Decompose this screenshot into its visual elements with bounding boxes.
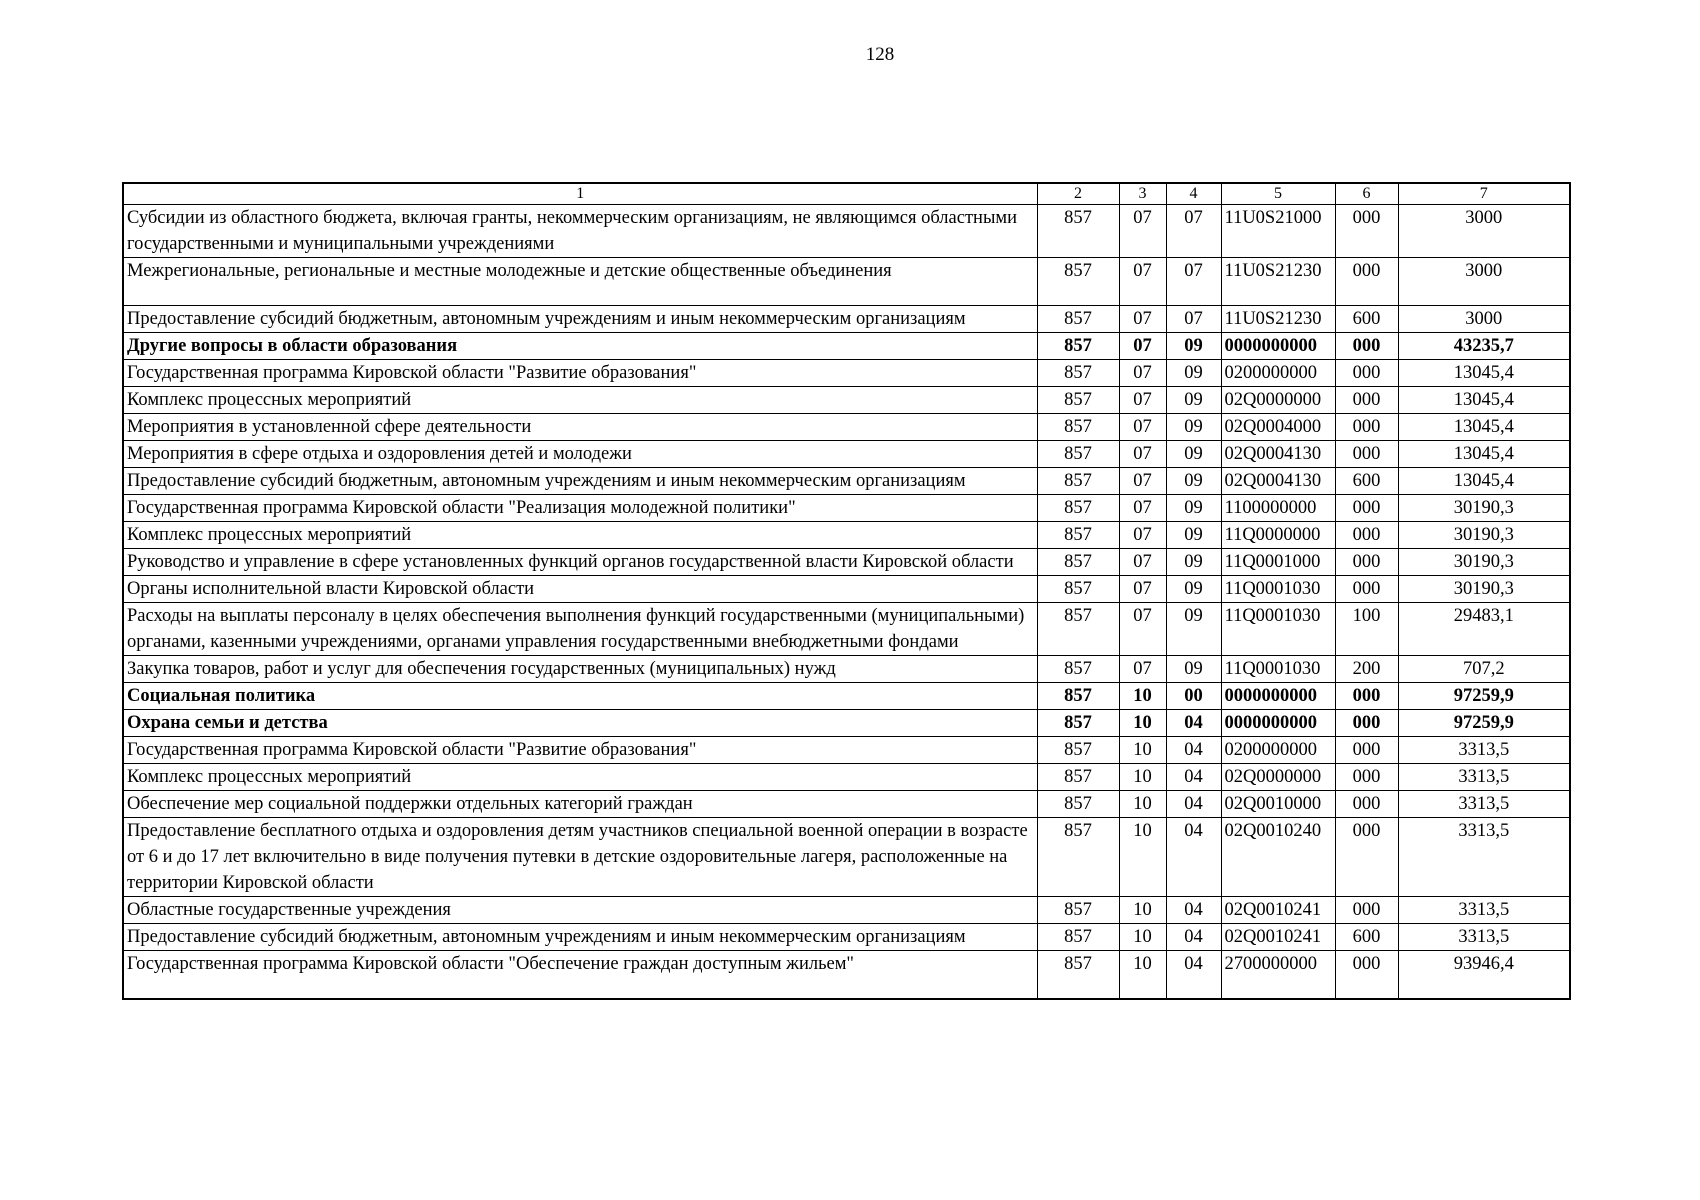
row-name: Органы исполнительной власти Кировской области	[123, 576, 1037, 603]
row-podrazdel: 04	[1166, 951, 1221, 999]
row-podrazdel: 09	[1166, 495, 1221, 522]
row-target-article: 11U0S21000	[1221, 205, 1335, 258]
row-target-article: 02Q0004130	[1221, 441, 1335, 468]
row-name: Комплекс процессных мероприятий	[123, 764, 1037, 791]
table-row	[123, 441, 1570, 468]
row-expense-type: 600	[1335, 306, 1398, 333]
row-name: Государственная программа Кировской области "Развитие образования"	[123, 737, 1037, 764]
row-target-article: 11U0S21230	[1221, 306, 1335, 333]
row-podrazdel: 04	[1166, 710, 1221, 737]
row-name: Предоставление субсидий бюджетным, автономным учреждениям и иным некоммерческим организациям	[123, 468, 1037, 495]
row-vedomstvo: 857	[1037, 951, 1119, 999]
table-row	[123, 414, 1570, 441]
row-amount: 3313,5	[1398, 737, 1570, 764]
row-target-article: 02Q0010241	[1221, 924, 1335, 951]
table-row	[123, 710, 1570, 737]
row-razdel: 10	[1119, 924, 1166, 951]
row-name: Мероприятия в установленной сфере деятельности	[123, 414, 1037, 441]
column-number: 2	[1037, 183, 1119, 205]
row-name: Комплекс процессных мероприятий	[123, 387, 1037, 414]
row-podrazdel: 07	[1166, 205, 1221, 258]
row-target-article: 0000000000	[1221, 333, 1335, 360]
row-target-article: 0200000000	[1221, 360, 1335, 387]
row-amount: 13045,4	[1398, 387, 1570, 414]
row-razdel: 07	[1119, 549, 1166, 576]
page-number: 128	[865, 44, 895, 65]
table-row	[123, 683, 1570, 710]
row-vedomstvo: 857	[1037, 387, 1119, 414]
row-target-article: 02Q0010000	[1221, 791, 1335, 818]
row-target-article: 02Q0000000	[1221, 764, 1335, 791]
row-amount: 3313,5	[1398, 818, 1570, 897]
row-podrazdel: 04	[1166, 764, 1221, 791]
row-amount: 13045,4	[1398, 414, 1570, 441]
row-target-article: 02Q0010241	[1221, 897, 1335, 924]
table-row	[123, 924, 1570, 951]
row-name: Расходы на выплаты персоналу в целях обеспечения выполнения функций государственными (муниципальными) органами, казенными учреждениями, органами управления государственными внебюджетными фондами	[123, 603, 1037, 656]
row-name: Предоставление бесплатного отдыха и оздоровления детям участников специальной военной операции в возрасте от 6 и до 17 лет включительно в виде получения путевки в детские оздоровительные лагеря, расположенные на территории Кировской области	[123, 818, 1037, 897]
table-row	[123, 306, 1570, 333]
row-amount: 707,2	[1398, 656, 1570, 683]
row-amount: 97259,9	[1398, 683, 1570, 710]
row-razdel: 07	[1119, 656, 1166, 683]
table-row	[123, 951, 1570, 999]
row-razdel: 07	[1119, 522, 1166, 549]
row-razdel: 07	[1119, 360, 1166, 387]
row-amount: 97259,9	[1398, 710, 1570, 737]
row-razdel: 10	[1119, 683, 1166, 710]
row-amount: 29483,1	[1398, 603, 1570, 656]
row-name: Субсидии из областного бюджета, включая гранты, некоммерческим организациям, не являющимся областными государственными и муниципальными учреждениями	[123, 205, 1037, 258]
table-row	[123, 258, 1570, 306]
row-amount: 30190,3	[1398, 495, 1570, 522]
row-razdel: 07	[1119, 258, 1166, 306]
row-target-article: 11Q0000000	[1221, 522, 1335, 549]
row-razdel: 07	[1119, 603, 1166, 656]
row-vedomstvo: 857	[1037, 495, 1119, 522]
row-target-article: 02Q0004130	[1221, 468, 1335, 495]
row-razdel: 07	[1119, 414, 1166, 441]
row-razdel: 10	[1119, 818, 1166, 897]
row-razdel: 10	[1119, 951, 1166, 999]
row-expense-type: 000	[1335, 387, 1398, 414]
row-razdel: 07	[1119, 387, 1166, 414]
row-name: Закупка товаров, работ и услуг для обеспечения государственных (муниципальных) нужд	[123, 656, 1037, 683]
row-name: Охрана семьи и детства	[123, 710, 1037, 737]
column-number: 4	[1166, 183, 1221, 205]
row-vedomstvo: 857	[1037, 737, 1119, 764]
row-podrazdel: 09	[1166, 603, 1221, 656]
row-podrazdel: 00	[1166, 683, 1221, 710]
row-podrazdel: 09	[1166, 549, 1221, 576]
table-row	[123, 360, 1570, 387]
row-name: Государственная программа Кировской области "Развитие образования"	[123, 360, 1037, 387]
row-target-article: 11Q0001030	[1221, 656, 1335, 683]
row-podrazdel: 09	[1166, 656, 1221, 683]
row-razdel: 10	[1119, 737, 1166, 764]
row-target-article: 0000000000	[1221, 683, 1335, 710]
row-expense-type: 000	[1335, 791, 1398, 818]
row-razdel: 07	[1119, 441, 1166, 468]
row-podrazdel: 04	[1166, 737, 1221, 764]
row-target-article: 02Q0010240	[1221, 818, 1335, 897]
table-row	[123, 791, 1570, 818]
row-podrazdel: 09	[1166, 414, 1221, 441]
row-expense-type: 000	[1335, 683, 1398, 710]
row-razdel: 10	[1119, 710, 1166, 737]
row-name: Предоставление субсидий бюджетным, автономным учреждениям и иным некоммерческим организациям	[123, 306, 1037, 333]
row-razdel: 07	[1119, 576, 1166, 603]
table-row	[123, 495, 1570, 522]
table-row	[123, 656, 1570, 683]
row-razdel: 07	[1119, 306, 1166, 333]
row-vedomstvo: 857	[1037, 656, 1119, 683]
table-row	[123, 522, 1570, 549]
column-number: 5	[1221, 183, 1335, 205]
row-expense-type: 000	[1335, 258, 1398, 306]
row-podrazdel: 07	[1166, 306, 1221, 333]
row-amount: 3313,5	[1398, 924, 1570, 951]
row-podrazdel: 09	[1166, 468, 1221, 495]
table-row	[123, 737, 1570, 764]
row-amount: 3000	[1398, 258, 1570, 306]
row-vedomstvo: 857	[1037, 549, 1119, 576]
row-podrazdel: 09	[1166, 522, 1221, 549]
row-vedomstvo: 857	[1037, 205, 1119, 258]
column-number: 1	[123, 183, 1037, 205]
row-name: Государственная программа Кировской области "Обеспечение граждан доступным жильем"	[123, 951, 1037, 999]
table-row	[123, 576, 1570, 603]
row-expense-type: 000	[1335, 576, 1398, 603]
row-razdel: 07	[1119, 468, 1166, 495]
row-expense-type: 000	[1335, 710, 1398, 737]
row-expense-type: 000	[1335, 764, 1398, 791]
row-vedomstvo: 857	[1037, 258, 1119, 306]
row-expense-type: 100	[1335, 603, 1398, 656]
row-vedomstvo: 857	[1037, 414, 1119, 441]
row-name: Комплекс процессных мероприятий	[123, 522, 1037, 549]
row-amount: 13045,4	[1398, 468, 1570, 495]
table-row	[123, 333, 1570, 360]
row-target-article: 02Q0004000	[1221, 414, 1335, 441]
row-vedomstvo: 857	[1037, 360, 1119, 387]
budget-table	[122, 182, 1571, 1000]
row-podrazdel: 04	[1166, 924, 1221, 951]
row-amount: 93946,4	[1398, 951, 1570, 999]
row-podrazdel: 09	[1166, 333, 1221, 360]
row-vedomstvo: 857	[1037, 818, 1119, 897]
table-row	[123, 897, 1570, 924]
row-vedomstvo: 857	[1037, 924, 1119, 951]
row-expense-type: 000	[1335, 549, 1398, 576]
budget-table-body	[123, 183, 1570, 999]
row-name: Областные государственные учреждения	[123, 897, 1037, 924]
row-vedomstvo: 857	[1037, 441, 1119, 468]
table-row	[123, 387, 1570, 414]
row-vedomstvo: 857	[1037, 333, 1119, 360]
row-vedomstvo: 857	[1037, 764, 1119, 791]
row-expense-type: 000	[1335, 414, 1398, 441]
table-row	[123, 603, 1570, 656]
row-target-article: 11Q0001000	[1221, 549, 1335, 576]
row-razdel: 10	[1119, 897, 1166, 924]
row-expense-type: 600	[1335, 468, 1398, 495]
row-vedomstvo: 857	[1037, 683, 1119, 710]
column-number-row	[123, 183, 1570, 205]
table-row	[123, 549, 1570, 576]
row-amount: 30190,3	[1398, 576, 1570, 603]
row-podrazdel: 09	[1166, 360, 1221, 387]
row-amount: 3313,5	[1398, 791, 1570, 818]
row-podrazdel: 09	[1166, 387, 1221, 414]
row-vedomstvo: 857	[1037, 306, 1119, 333]
row-expense-type: 000	[1335, 951, 1398, 999]
row-podrazdel: 04	[1166, 818, 1221, 897]
row-expense-type: 000	[1335, 441, 1398, 468]
table-row	[123, 468, 1570, 495]
row-expense-type: 000	[1335, 205, 1398, 258]
row-podrazdel: 07	[1166, 258, 1221, 306]
row-vedomstvo: 857	[1037, 576, 1119, 603]
row-target-article: 11Q0001030	[1221, 576, 1335, 603]
row-razdel: 07	[1119, 205, 1166, 258]
row-target-article: 02Q0000000	[1221, 387, 1335, 414]
row-podrazdel: 09	[1166, 576, 1221, 603]
row-expense-type: 000	[1335, 818, 1398, 897]
row-name: Предоставление субсидий бюджетным, автономным учреждениям и иным некоммерческим организациям	[123, 924, 1037, 951]
row-expense-type: 000	[1335, 522, 1398, 549]
row-amount: 30190,3	[1398, 549, 1570, 576]
row-vedomstvo: 857	[1037, 710, 1119, 737]
row-target-article: 11Q0001030	[1221, 603, 1335, 656]
row-name: Социальная политика	[123, 683, 1037, 710]
row-razdel: 10	[1119, 791, 1166, 818]
table-row	[123, 205, 1570, 258]
row-amount: 3000	[1398, 205, 1570, 258]
row-expense-type: 200	[1335, 656, 1398, 683]
column-number: 6	[1335, 183, 1398, 205]
row-target-article: 1100000000	[1221, 495, 1335, 522]
row-vedomstvo: 857	[1037, 522, 1119, 549]
row-name: Обеспечение мер социальной поддержки отдельных категорий граждан	[123, 791, 1037, 818]
row-vedomstvo: 857	[1037, 897, 1119, 924]
row-amount: 30190,3	[1398, 522, 1570, 549]
row-amount: 13045,4	[1398, 360, 1570, 387]
row-name: Другие вопросы в области образования	[123, 333, 1037, 360]
row-name: Государственная программа Кировской области "Реализация молодежной политики"	[123, 495, 1037, 522]
row-target-article: 0200000000	[1221, 737, 1335, 764]
row-name: Руководство и управление в сфере установленных функций органов государственной власти Кировской области	[123, 549, 1037, 576]
row-expense-type: 600	[1335, 924, 1398, 951]
table-row	[123, 764, 1570, 791]
row-name: Межрегиональные, региональные и местные молодежные и детские общественные объединения	[123, 258, 1037, 306]
row-vedomstvo: 857	[1037, 791, 1119, 818]
column-number: 7	[1398, 183, 1570, 205]
row-target-article: 0000000000	[1221, 710, 1335, 737]
row-expense-type: 000	[1335, 495, 1398, 522]
row-expense-type: 000	[1335, 737, 1398, 764]
row-target-article: 2700000000	[1221, 951, 1335, 999]
row-amount: 3313,5	[1398, 897, 1570, 924]
row-razdel: 07	[1119, 333, 1166, 360]
row-razdel: 10	[1119, 764, 1166, 791]
table-row	[123, 818, 1570, 897]
row-vedomstvo: 857	[1037, 603, 1119, 656]
row-name: Мероприятия в сфере отдыха и оздоровления детей и молодежи	[123, 441, 1037, 468]
row-razdel: 07	[1119, 495, 1166, 522]
row-expense-type: 000	[1335, 360, 1398, 387]
row-podrazdel: 09	[1166, 441, 1221, 468]
row-podrazdel: 04	[1166, 897, 1221, 924]
row-amount: 43235,7	[1398, 333, 1570, 360]
row-target-article: 11U0S21230	[1221, 258, 1335, 306]
row-amount: 3000	[1398, 306, 1570, 333]
row-amount: 13045,4	[1398, 441, 1570, 468]
row-podrazdel: 04	[1166, 791, 1221, 818]
row-expense-type: 000	[1335, 333, 1398, 360]
row-amount: 3313,5	[1398, 764, 1570, 791]
row-expense-type: 000	[1335, 897, 1398, 924]
row-vedomstvo: 857	[1037, 468, 1119, 495]
column-number: 3	[1119, 183, 1166, 205]
